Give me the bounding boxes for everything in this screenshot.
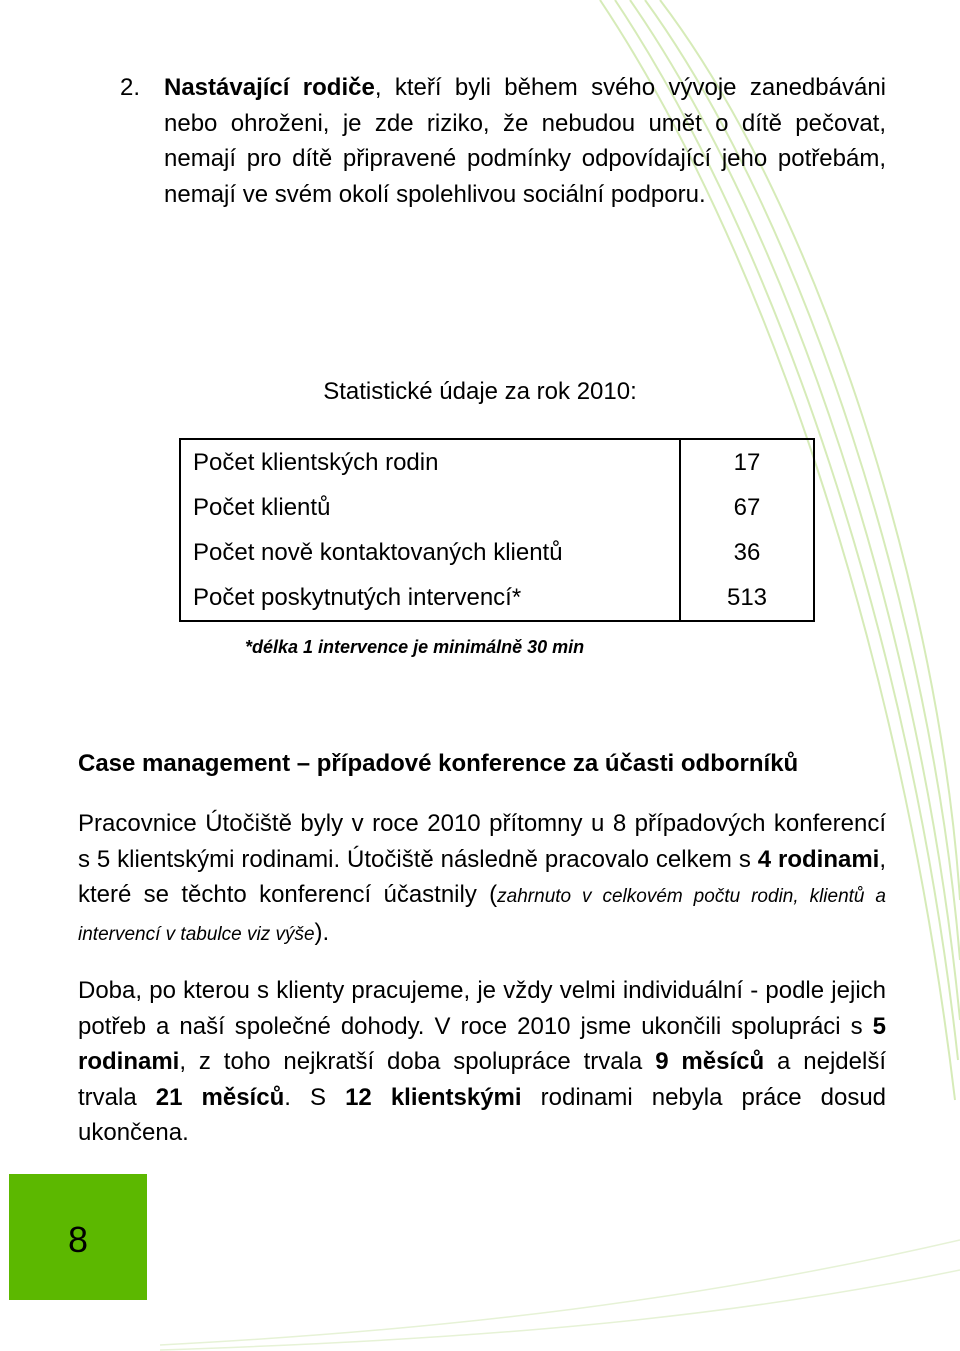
bold-text: 21 měsíců <box>155 1083 285 1111</box>
stat-value: 67 <box>680 485 814 530</box>
list-item-2 <box>120 70 886 212</box>
list-number: 2. <box>120 74 141 101</box>
list-item-text <box>164 70 886 212</box>
stats-footnote: *délka 1 intervence je minimálně 30 min <box>245 637 585 657</box>
text: , které se těchto konferencí účastnily ( <box>78 845 886 908</box>
text: . S <box>284 1083 346 1111</box>
item-text: , kteří byli během svého vývoje zanedbáváni nebo ohroženi, je zde riziko, že nebudou umět o dítě pečovat, nemají pro dítě připravené podmínky odpovídající jeho potřebám, nemají ve svém okolí spolehlivou sociální podporu. <box>164 74 887 208</box>
table-row <box>180 485 814 530</box>
stat-label: Počet klientů <box>180 485 680 530</box>
text: Pracovnice Útočiště byly v roce 2010 přítomny u 8 případových konferencí s 5 klientskými rodinami. Útočiště následně pracovalo celkem s <box>78 810 886 873</box>
table-row <box>180 439 814 485</box>
paragraph-duration <box>78 973 886 1151</box>
text: , z toho nejkratší doba spolupráce trvala <box>179 1048 656 1075</box>
text: ). <box>314 918 330 946</box>
text: Doba, po kterou s klienty pracujeme, je vždy velmi individuální - podle jejich potřeb a naší společné dohody. V roce 2010 jsme ukončili spolupráci s <box>78 977 886 1040</box>
paragraph-conferences <box>78 806 886 952</box>
bold-lead: Nastávající rodiče <box>164 74 375 101</box>
bold-text: 9 měsíců <box>655 1048 765 1075</box>
bold-text: 12 klientskými <box>345 1083 522 1111</box>
stat-value: 36 <box>680 530 814 575</box>
page-number: 8 <box>67 1219 89 1260</box>
stat-value: 17 <box>680 439 814 485</box>
table-row <box>180 530 814 575</box>
stat-label: Počet nově kontaktovaných klientů <box>180 530 680 575</box>
bold-text: 5 rodinami <box>78 1012 886 1075</box>
page-number-box <box>9 1174 147 1300</box>
italic-note: zahrnuto v celkovém počtu rodin, klientů a intervencí v tabulce viz výše <box>78 886 887 945</box>
stat-value: 513 <box>680 575 814 621</box>
text: a nejdelší trvala <box>78 1048 886 1111</box>
stat-label: Počet klientských rodin <box>180 439 680 485</box>
table-row <box>180 575 814 621</box>
section-heading: Case management – případové konference za účasti odborníků <box>78 750 799 777</box>
stats-table <box>179 438 815 622</box>
text: rodinami nebyla práce dosud ukončena. <box>78 1083 887 1146</box>
stat-label: Počet poskytnutých intervencí* <box>180 575 680 621</box>
stats-title: Statistické údaje za rok 2010: <box>323 378 637 405</box>
bold-text: 4 rodinami <box>757 845 880 873</box>
